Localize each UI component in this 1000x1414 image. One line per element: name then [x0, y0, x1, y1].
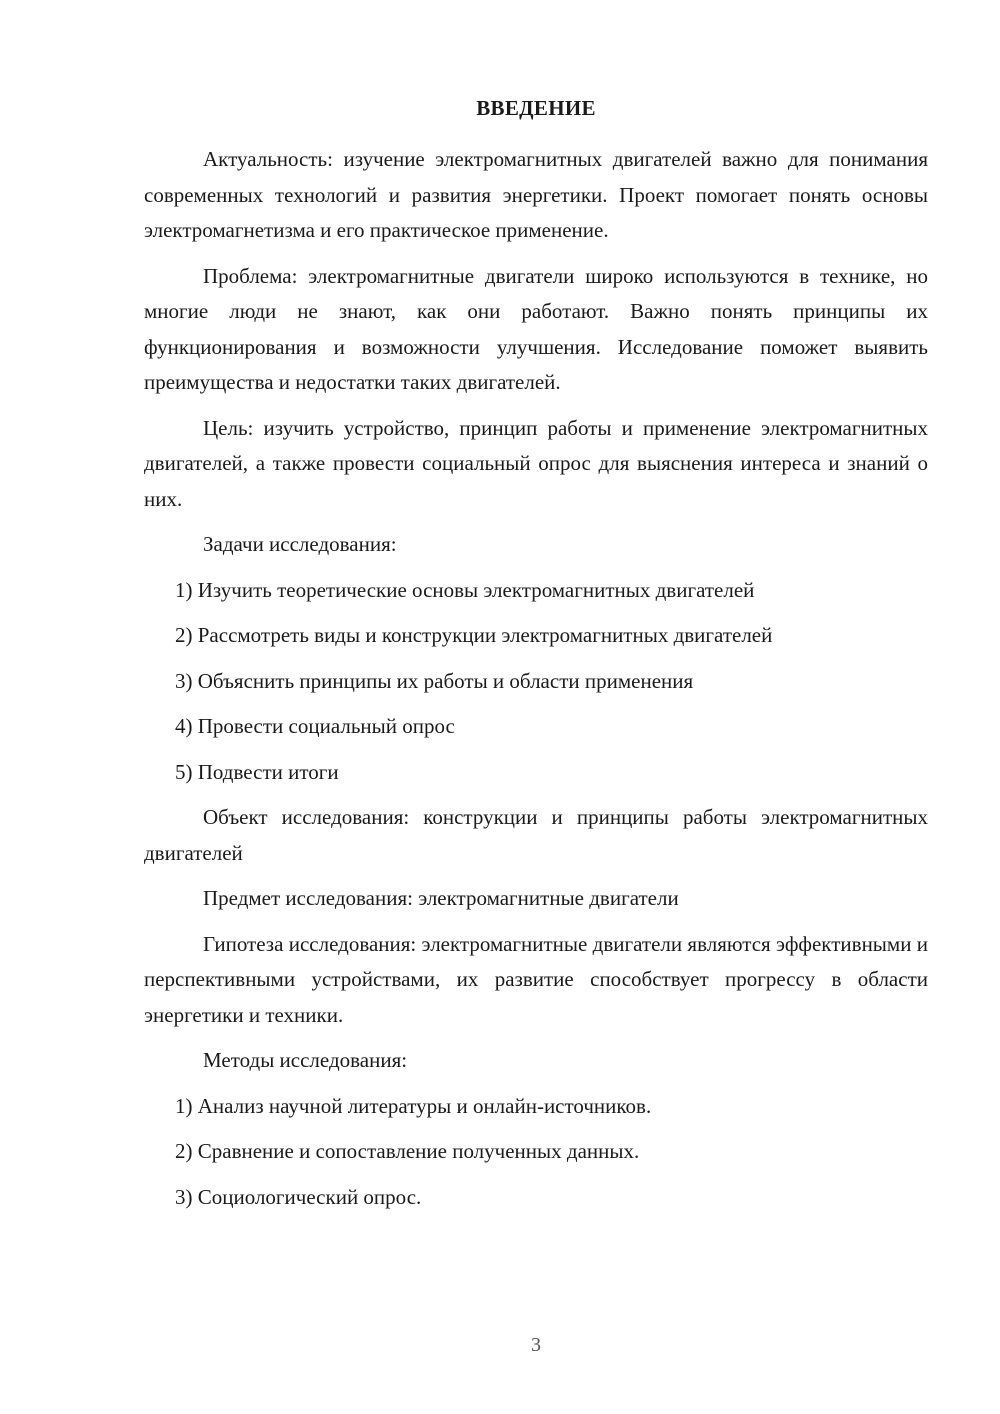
list-item: 1) Анализ научной литературы и онлайн-источников. [175, 1093, 652, 1118]
goal-paragraph: Цель: изучить устройство, принцип работы и применение электромагнитных двигателей, а также провести социальный опрос для выяснения интереса и знаний о них. [144, 415, 928, 511]
page-number: 3 [531, 1334, 541, 1356]
page-title: ВВЕДЕНИЕ [476, 96, 596, 120]
document-body [144, 142, 928, 1225]
methods-list [144, 1089, 928, 1216]
list-item: 5) Подвести итоги [175, 759, 339, 784]
relevance-paragraph: Актуальность: изучение электромагнитных двигателей важно для понимания современных технологий и развития энергетики. Проект помогает понять основы электромагнетизма и его практическое применение. [144, 147, 928, 242]
list-item: 2) Рассмотреть виды и конструкции электромагнитных двигателей [175, 623, 773, 647]
problem-paragraph: Проблема: электромагнитные двигатели широко используются в технике, но многие люди не знают, как они работают. Важно понять принципы их функционирования и возможности улучшения. Исследование поможет выявить преимущества и недостатки таких двигателей. [144, 263, 928, 394]
list-item: 4) Провести социальный опрос [175, 714, 455, 738]
methods-heading: Методы исследования: [203, 1048, 408, 1072]
hypothesis-paragraph: Гипотеза исследования: электромагнитные двигатели являются эффективными и перспективными устройствами, их развитие способствует прогрессу в области энергетики и техники. [144, 931, 928, 1027]
tasks-list [144, 573, 928, 791]
tasks-heading: Задачи исследования: [203, 532, 397, 556]
subject-paragraph: Предмет исследования: электромагнитные двигатели [203, 886, 679, 910]
list-item: 1) Изучить теоретические основы электромагнитных двигателей [175, 577, 755, 602]
list-item: 2) Сравнение и сопоставление полученных данных. [175, 1139, 640, 1163]
list-item: 3) Объяснить принципы их работы и области применения [175, 668, 694, 693]
list-item: 3) Социологический опрос. [175, 1184, 422, 1209]
object-paragraph: Объект исследования: конструкции и принципы работы электромагнитных двигателей [144, 805, 928, 865]
